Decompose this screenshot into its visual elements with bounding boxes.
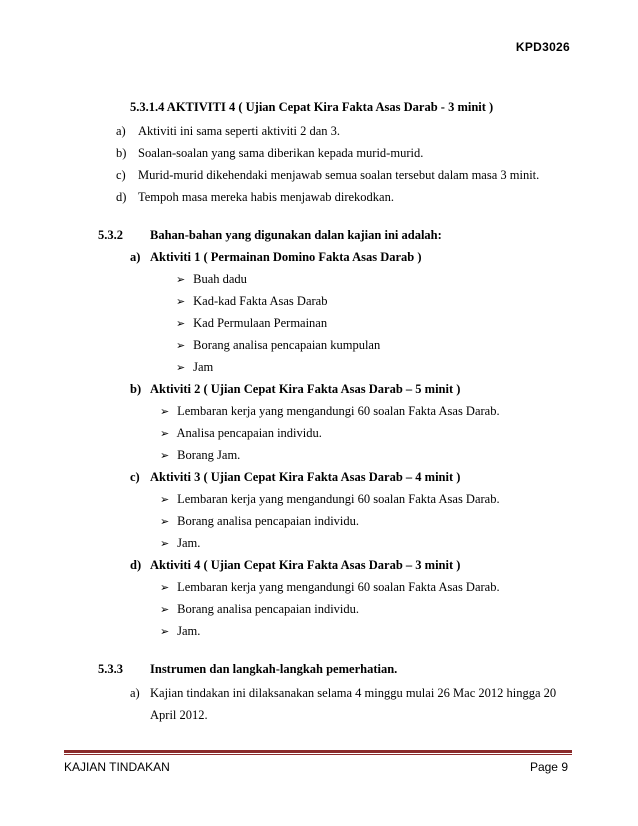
arrow-bullet-icon: ➢	[160, 582, 170, 594]
arrow-bullet-icon: ➢	[176, 318, 186, 330]
list-item: Tempoh masa mereka habis menjawab direkodkan.	[138, 190, 394, 204]
section-5314-title: 5.3.1.4 AKTIVITI 4 ( Ujian Cepat Kira Fakta Asas Darab - 3 minit )	[130, 100, 494, 114]
section-533-title: Instrumen dan langkah-langkah pemerhatian.	[150, 662, 398, 676]
footer-rule-thin	[64, 754, 572, 755]
section-532-title: Bahan-bahan yang digunakan dalan kajian ini adalah:	[150, 228, 442, 242]
list-item: ➢ Borang Jam.	[160, 448, 241, 462]
document-code: KPD3026	[515, 40, 570, 54]
arrow-bullet-icon: ➢	[160, 406, 170, 418]
list-item: Murid-murid dikehendaki menjawab semua soalan tersebut dalam masa 3 minit.	[138, 168, 540, 182]
group-label: a)	[130, 250, 141, 264]
list-item: ➢ Kad-kad Fakta Asas Darab	[176, 294, 328, 308]
group-title: Aktiviti 3 ( Ujian Cepat Kira Fakta Asas Darab – 4 minit )	[150, 470, 461, 484]
footer-rule	[64, 750, 572, 753]
list-item: ➢ Lembaran kerja yang mengandungi 60 soalan Fakta Asas Darab.	[160, 492, 500, 506]
list-item: ➢ Borang analisa pencapaian kumpulan	[176, 338, 381, 352]
arrow-bullet-icon: ➢	[160, 604, 170, 616]
list-item-label: b)	[116, 146, 127, 160]
arrow-bullet-icon: ➢	[176, 296, 186, 308]
arrow-bullet-icon: ➢	[176, 274, 186, 286]
group-title: Aktiviti 2 ( Ujian Cepat Kira Fakta Asas Darab – 5 minit )	[150, 382, 461, 396]
arrow-bullet-icon: ➢	[160, 626, 170, 638]
list-item: ➢ Kad Permulaan Permainan	[176, 316, 328, 330]
list-item-label: a)	[130, 686, 140, 700]
list-item: ➢ Lembaran kerja yang mengandungi 60 soalan Fakta Asas Darab.	[160, 580, 500, 594]
arrow-bullet-icon: ➢	[160, 538, 170, 550]
arrow-bullet-icon: ➢	[160, 428, 170, 440]
list-item: ➢ Borang analisa pencapaian individu.	[160, 514, 360, 528]
footer-title: KAJIAN TINDAKAN	[64, 760, 170, 774]
section-533-number: 5.3.3	[98, 662, 123, 676]
list-item: Kajian tindakan ini dilaksanakan selama 4 minggu mulai 26 Mac 2012 hingga 20	[150, 686, 557, 700]
list-item: ➢ Lembaran kerja yang mengandungi 60 soalan Fakta Asas Darab.	[160, 404, 500, 418]
list-item: Aktiviti ini sama seperti aktiviti 2 dan 3.	[138, 124, 341, 138]
list-item-label: a)	[116, 124, 126, 138]
list-item: ➢ Borang analisa pencapaian individu.	[160, 602, 360, 616]
group-label: d)	[130, 558, 142, 572]
list-item: ➢ Jam.	[160, 536, 201, 550]
arrow-bullet-icon: ➢	[160, 516, 170, 528]
group-title: Aktiviti 4 ( Ujian Cepat Kira Fakta Asas Darab – 3 minit )	[150, 558, 461, 572]
list-item: ➢ Jam.	[160, 624, 201, 638]
page-number: Page 9	[529, 760, 568, 774]
list-item: Soalan-soalan yang sama diberikan kepada murid-murid.	[138, 146, 424, 160]
list-item: ➢ Buah dadu	[176, 272, 247, 286]
list-item: ➢ Analisa pencapaian individu.	[160, 426, 322, 440]
list-item: ➢ Jam	[176, 360, 214, 374]
arrow-bullet-icon: ➢	[160, 494, 170, 506]
list-item-label: c)	[116, 168, 126, 182]
section-532-number: 5.3.2	[98, 228, 123, 242]
group-title: Aktiviti 1 ( Permainan Domino Fakta Asas Darab )	[150, 250, 422, 264]
arrow-bullet-icon: ➢	[160, 450, 170, 462]
list-item-label: d)	[116, 190, 127, 204]
group-label: b)	[130, 382, 142, 396]
arrow-bullet-icon: ➢	[176, 340, 186, 352]
group-label: c)	[130, 470, 140, 484]
arrow-bullet-icon: ➢	[176, 362, 186, 374]
list-item-continuation: April 2012.	[150, 708, 208, 722]
